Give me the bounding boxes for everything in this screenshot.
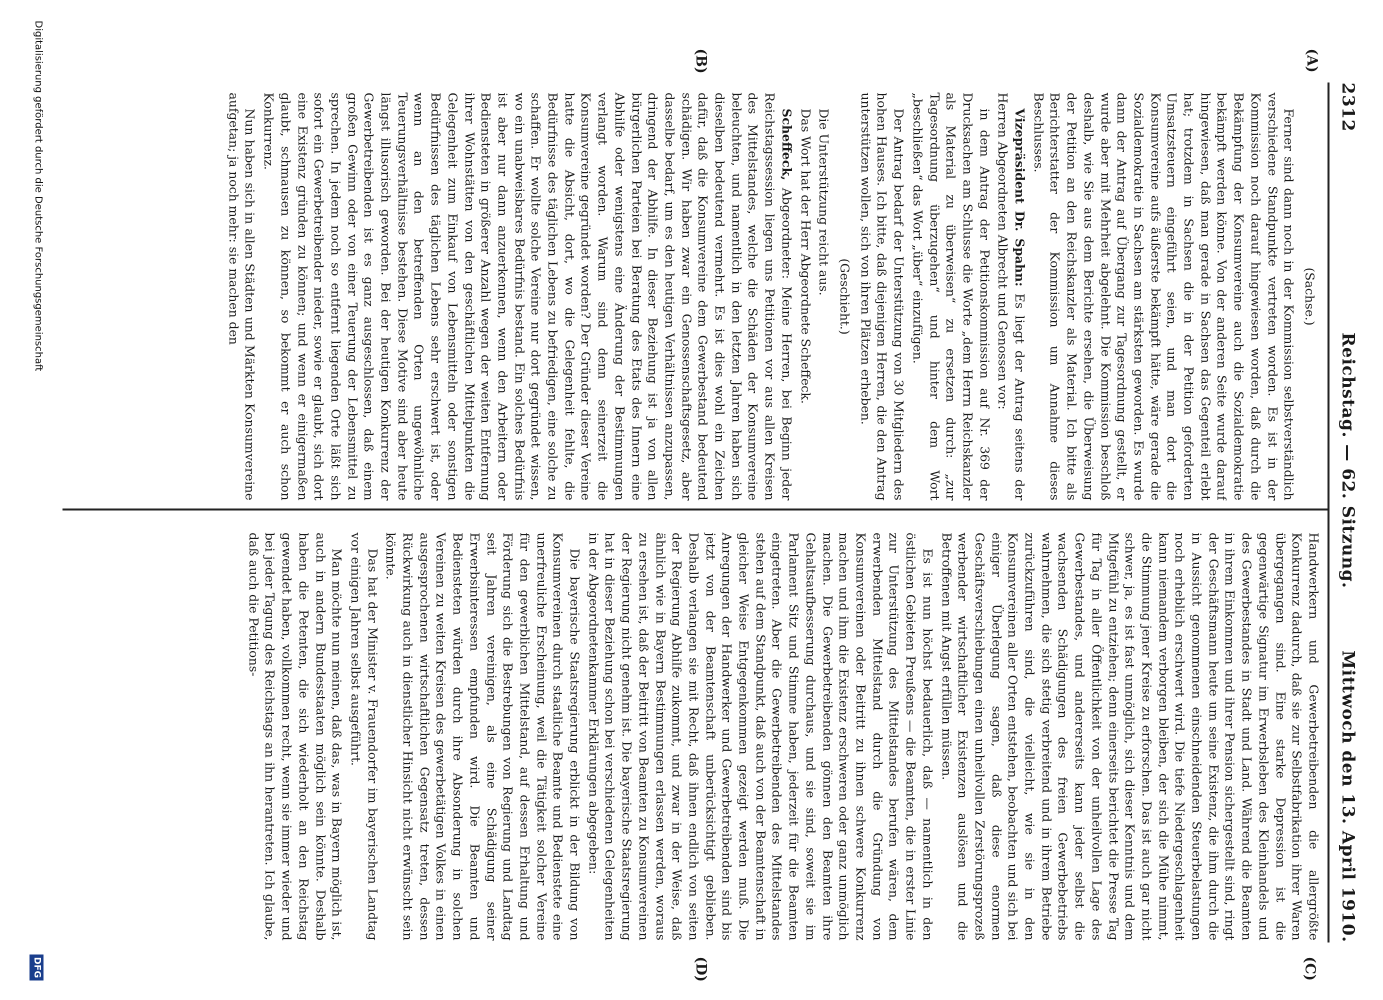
running-title: Reichstag. — 62. Sitzung. [1337,332,1357,588]
stage-direction: (Geschieht.) [837,257,853,335]
running-header [1331,82,1357,942]
paragraph: Die Unterstützung reicht aus. [816,108,832,296]
motion-text: in dem Antrag der Petitionskommission auf Nr. 369 der Drucksachen am Schlusse die Worte „dem Herrn Reichskanzler als Material zu überweisen“ zu ersetzen durch: „zur Tagesordnung überzugehen“ und hinter dem Wort „beschließen“ das Wort „über“ einzufügen. [909,92,992,500]
header-rule [1327,82,1329,942]
paragraph-text: Es liegt der Antrag seitens der Herren Abgeordneten Albrecht und Genossen vor: [995,92,1028,500]
speaker-name: Vizepräsident Dr. Spahn: [1012,108,1028,287]
paragraph [259,92,794,500]
paragraph: Das Wort hat der Herr Abgeordnete Scheffeck. [797,108,813,404]
speaker-name: Scheffeck, [778,108,794,180]
margin-letter-b: (B) [692,48,708,74]
digitization-credit [23,20,43,980]
margin-letter-c: (C) [1301,956,1317,981]
speaker-tag: (Sachse.) [1302,266,1317,326]
paragraph: Ferner sind dann noch in der Kommission selbstverständlich verschiedene Standpunkte vertreten worden. Es ist in der Kommission noch darauf hingewiesen worden, daß durch die Bekämpfung der Konsumvereine auch die Sozialdemokratie bekämpft werden könne. Von der anderen Seite wurde darauf hingewiesen, daß man gerade in Sachsen das Gegenteil erlebt hat; trotzdem in Sachsen die in der Petition geforderten Umsatzsteuern eingeführt seien, und man dort die Konsumvereine aufs äußerste bekämpft hätte, wäre gerade die Sozialdemokratie in Sachsen am stärksten geworden. Es wurde dann der Antrag auf Übergang zur Tagesordnung gestellt, er wurde aber mit Mehrheit abgelehnt. Die Kommission beschloß deshalb, wie Sie aus dem Berichte ersehen, die Überweisung der Petition an den Reichskanzler als Material. Ich bitte als Berichterstatter der Kommission um Annahme dieses Beschlusses. [1030,92,1297,500]
running-date: Mittwoch den 13. April 1910. [1337,649,1357,942]
right-column [71,532,1321,940]
paragraph: Nun haben sich in allen Städten und Märkten Konsumvereine aufgetan; ja noch mehr: sie machen den [225,92,258,500]
dfg-logo: DFG [29,954,43,980]
margin-letter-d: (D) [692,956,708,982]
quotation: Die bayerische Staatsregierung erblickt in der Bildung von Konsumvereinen durch staatliche Beamte und Bedienstete eine unerfreuliche Erscheinung, weil die Tätigkeit solcher Vereine für den gewerblichen Mittelstand, auf dessen Erhaltung und Förderung sich die Bestrebungen von Regierung und Landtag seit Jahren vereinigen, als eine Schädigung seiner Erwerbsinteressen empfunden wird. Die Beamten und Bediensteten würden durch ihre Absonderung in solchen Vereinen zu weiten Kreisen des gewerbetätigen Volkes in einen ausgesprochenen wirtschaftlichen Gegensatz treten, dessen Rückwirkung auch in dienstlicher Hinsicht nicht erwünscht sein könnte. [383,532,583,940]
paragraph: Der Antrag bedarf der Unterstützung von 30 Mitgliedern des hohen Hauses. Ich bitte, daß diejenigen Herren, die den Antrag unterstützen wollen, sich von ihren Plätzen erheben. [857,92,907,500]
credit-text: Digitalisierung gefördert durch die Deutsche Forschungsgemeinschaft [32,20,43,371]
paragraph-text: Abgeordneter: Meine Herren, bei Beginn jeder Reichstagssession liegen uns Petitionen vor aus allen Kreisen des Mittelstandes, welche die Schäden der Konsumvereine beleuchten, und namentlich in den letzten Jahren haben sich dieselben bedeutend vermehrt. Es ist dies wohl ein Zeichen dafür, daß die Konsumvereine dem Gewerbestand bedeutend schädigen. Wir haben zwar ein Genossenschaftsgesetz, aber dasselbe bedarf, um es den heutigen Verhältnissen anzupassen, dringend der Abhilfe. In dieser Beziehung ist ja von allen bürgerlichen Parteien bei Beratung des Etats des Innern eine Abhilfe oder wenigstens eine Änderung der Bestimmungen verlangt worden. Warum sind denn seinerzeit die Konsumvereine gegründet worden? Der Gründer dieser Vereine hatte die Absicht, dort, wo die Gelegenheit fehlte, die Bedürfnisse des täglichen Lebens zu befriedigen, eine solche zu schaffen. Er wollte solche Vereine nur dort gegründet wissen, wo ein unabweisbares Bedürfnis bestand. Ein solches Bedürfnis ist aber nur dann anzuerkennen, wenn den Arbeitern oder Bediensteten in größerer Anzahl wegen der weiten Entfernung ihrer Wohnstätten von den geschäftlichen Mittelpunkten die Gelegenheit zum Einkauf von Lebensmitteln oder sonstigen Bedürfnissen des täglichen Lebens sehr erschwert ist, oder wenn an den betreffenden Orten ungewöhnliche Teuerungsverhältnisse bestehen. Diese Motive sind aber heute längst illusorisch geworden. Bei der heutigen Konkurrenz der Gewerbetreibenden ist es ganz ausgeschlossen, daß einem großen Gewinn oder von einer Teuerung der Lebensmittel zu sprechen. In jedem noch so entfernt liegenden Orte läßt sich sofort ein Gewerbetreibender nieder, sowie er glaubt, sich dort eine Existenz gründen zu können; und wenn er einigermaßen glaubt, schmausen zu können, so bekommt er auch schon Konkurrenz. [261,92,794,500]
column-divider [62,508,1327,510]
paragraph: Das hat der Minister v. Frauendorfer im bayerischen Landtag vor einigen Jahren selbst ausgeführt. [347,532,380,940]
page-number: 2312 [1337,82,1357,132]
paragraph [994,92,1027,500]
paragraph: Man möchte nun meinen, daß das, was in Bayern möglich ist, auch in andern Bundesstaaten möglich sein könnte. Deshalb haben die Petenten, die sich wiederholt an den Reichstag gewendet haben, vollkommen recht, wenn sie immer wieder und bei jeder Tagung des Reichstags an ihn herantreten. Ich glaube, daß auch die Petitions- [245,532,345,940]
left-column [71,92,1321,500]
paragraph: Es ist nun höchst bedauerlich, daß — namentlich in den östlichen Gebieten Preußens — die Beamten, die in erster Linie zur Unterstützung des Mittelstandes berufen wären, dem erwerbenden Mittelstand durch die Gründung von Konsumvereinen oder Beitritt zu ihnen schwere Konkurrenz machen und ihm die Existenz erschweren oder ganz unmöglich machen. Die Gewerbetreibenden gönnen den Beamten ihre Gehaltsaufbesserung durchaus, und sie sind, soweit sie im Parlament Sitz und Stimme haben, jederzeit für die Beamten eingetreten. Aber die Gewerbetreibenden des Mittelstandes stehen auf dem Standpunkt, daß auch von der Beamtenschaft in gleicher Weise Entgegenkommen gezeigt werden muß. Die Anregungen der Handwerker und Gewerbetreibenden sind bis jetzt von der Beamtenschaft unberücksichtigt geblieben. Deshalb verlangen sie mit Recht, daß ihnen endlich von seiten der Regierung Abhilfe zukommt, und zwar in der Weise, daß ähnlich wie in Bayern Bestimmungen erlassen werden, woraus zu ersehen ist, daß der Beitritt von Beamten zu Konsumvereinen der Regierung nicht genehm ist. Die bayerische Staatsregierung hat in dieser Beziehung schon bei verschiedenen Gelegenheiten in der Abgeordnetenkammer Erklärungen abgegeben: [585,532,935,940]
paragraph: Handwerkern und Gewerbetreibenden die allergrößte Konkurrenz dadurch, daß sie zur Selbstfabrikation ihrer Waren übergegangen sind. Eine starke Depression ist die gegenwärtige Signatur im Erwerbsleben des Kleinhandels und des Gewerbestandes in Stadt und Land. Während die Beamten in ihrem Einkommen und ihrer Pension sichergestellt sind, ringt der Geschäftsmann heute um seine Existenz, die ihm durch die in Aussicht genommenen einschneidenden Steuerbelastungen noch erheblich erschwert wird. Die tiefe Niedergeschlagenheit kann niemandem verborgen bleiben, der sich die Mühe nimmt, die Stimmung jener Kreise zu erforschen. Das ist auch gar nicht schwer, ja, es ist fast unmöglich, sich dieser Kenntnis und dem Mitgefühl zu entziehen; denn einerseits berichtet die Presse Tag für Tag in aller Öffentlichkeit von der unheilvollen Lage des Gewerbestandes, und andererseits kann jeder selbst die wachsenden Schädigungen des freien Gewerbebetriebs wahrnehmen, die sich stetig verbreitend und in ihrem Betriebe zurückzuführen sind, die vielleicht, wie sie in den Konsumvereinen aller Orten entstehen, beobachten und sich bei einiger Überlegung sagen, daß diese enormen Geschäftsverschiebungen einen unheilvollen Zerstörungsprozeß werbender wirtschaftlicher Existenzen auslösen und die Betroffenen mit Angst erfüllen müssen. [938,532,1321,940]
margin-letter-a: (A) [1303,48,1319,73]
